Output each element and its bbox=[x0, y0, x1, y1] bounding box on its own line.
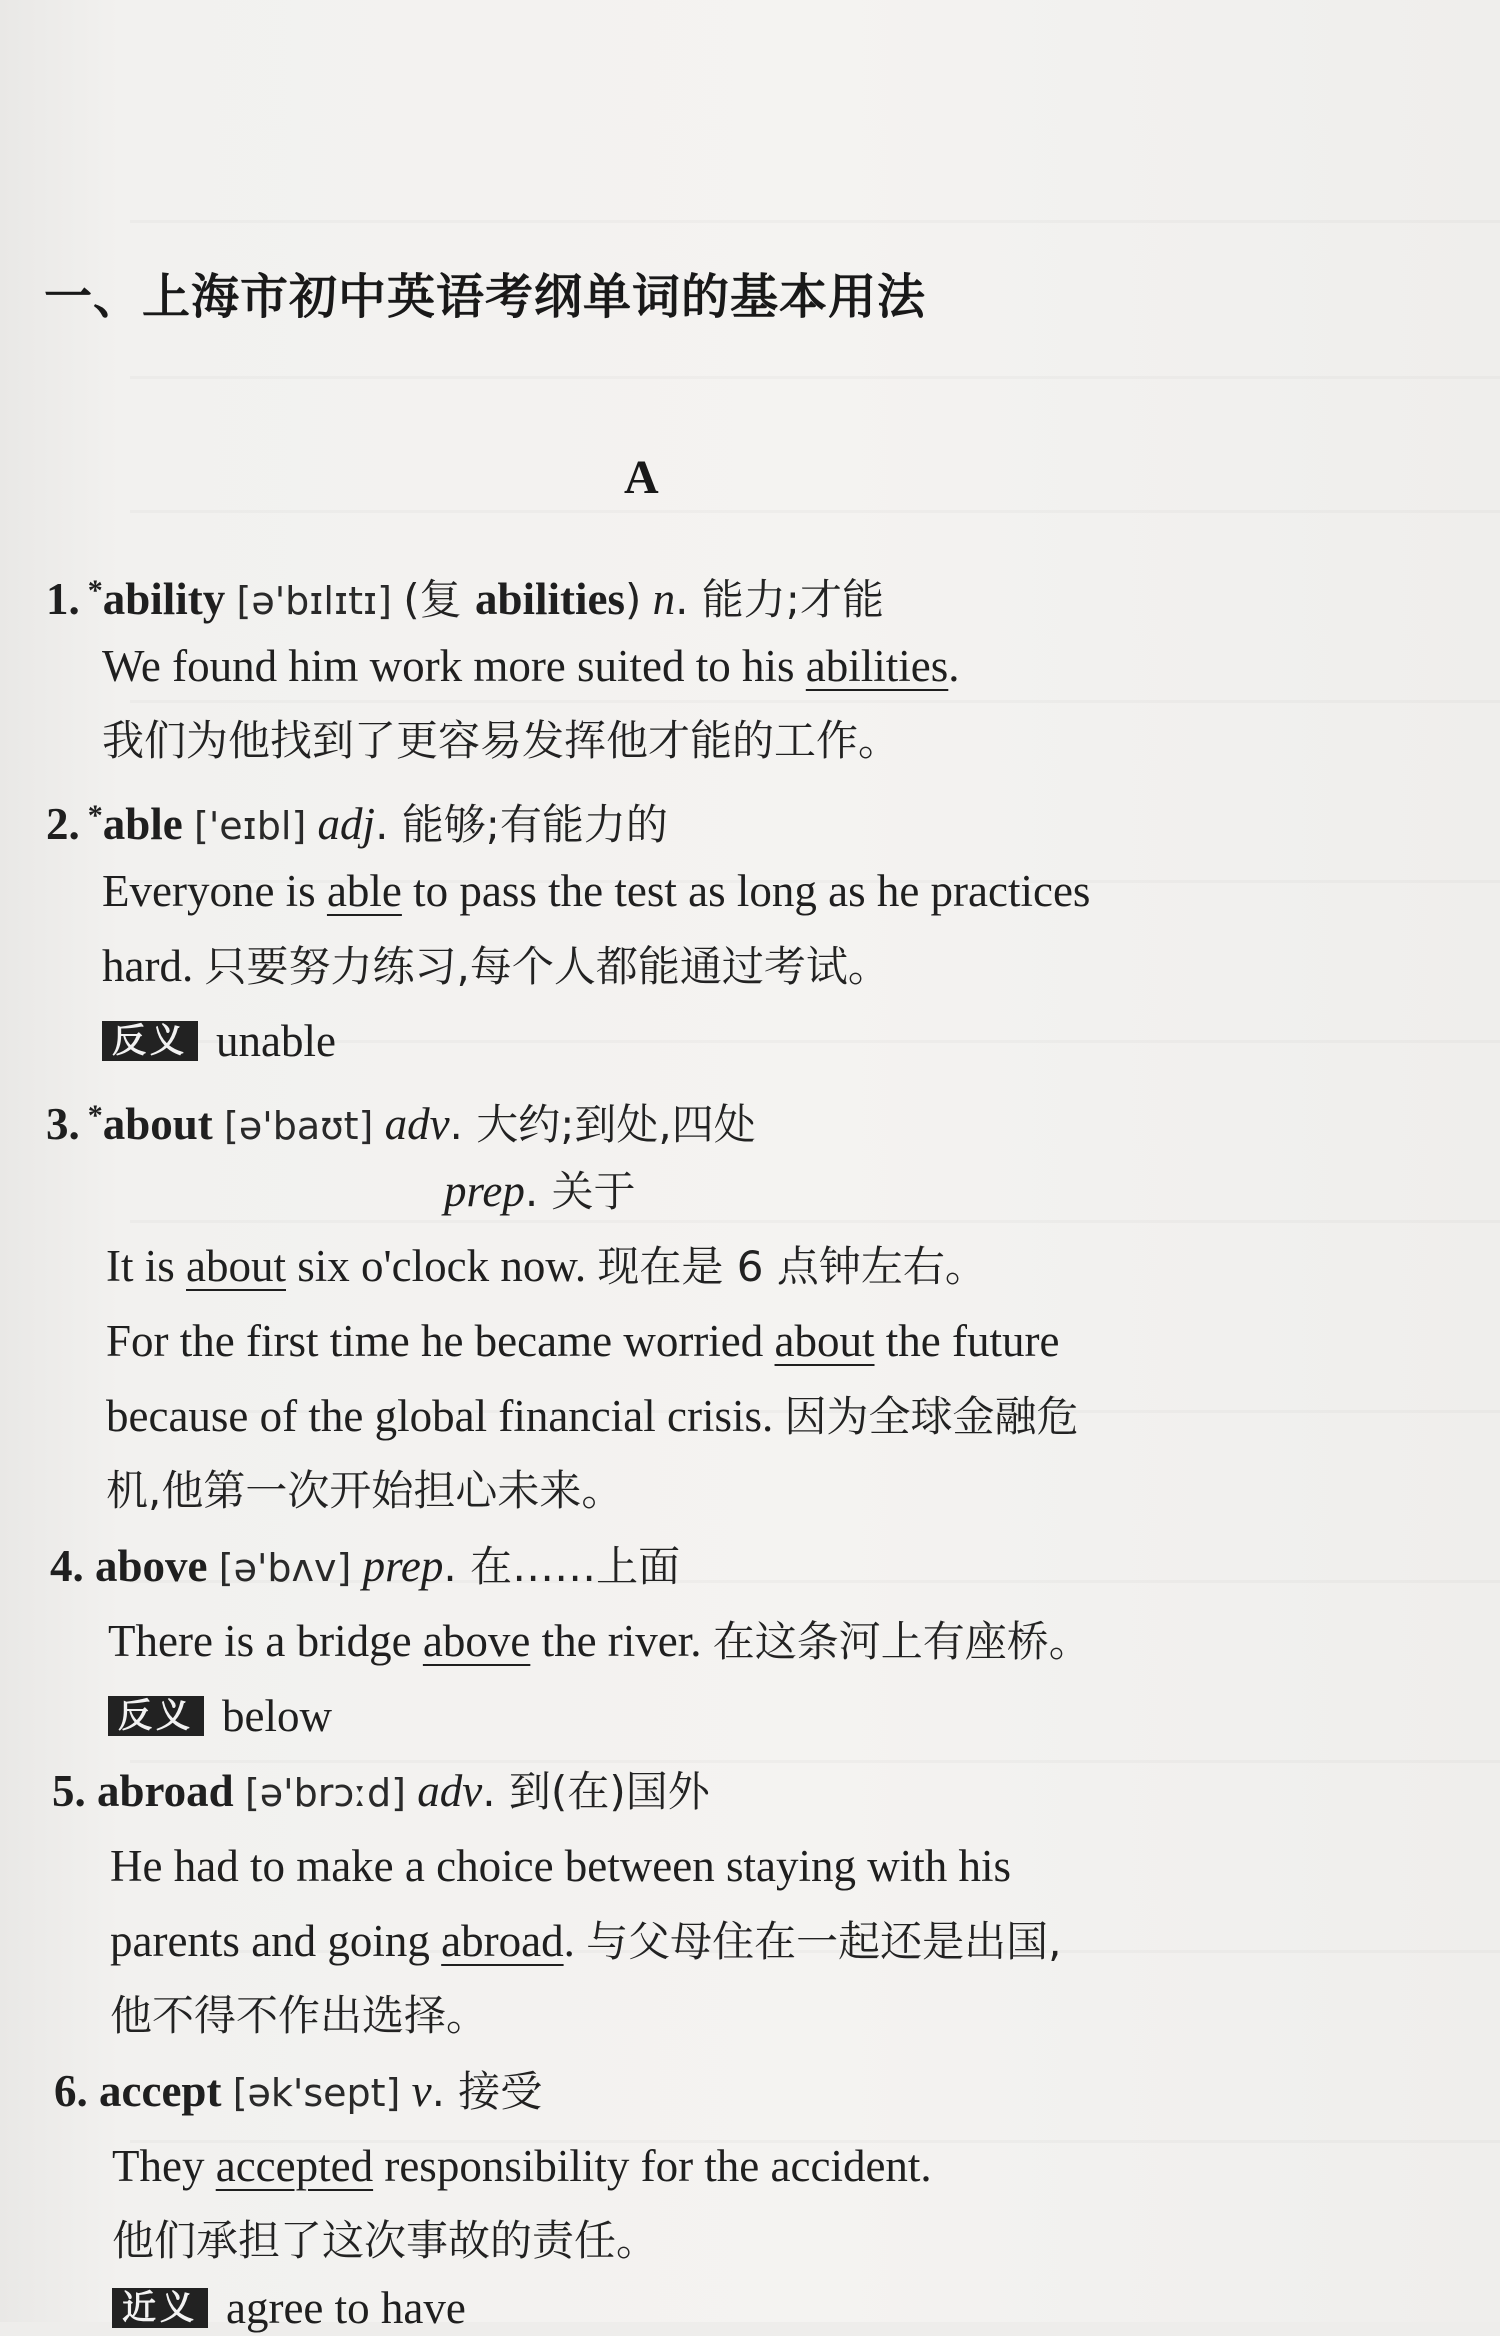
entry-headword-line bbox=[50, 1538, 680, 1596]
entry-second-sense bbox=[444, 1163, 636, 1220]
example-sentence: Everyone is able to pass the test as long as he practices bbox=[102, 866, 1091, 916]
example-sentence: He had to make a choice between staying with his bbox=[110, 1841, 1011, 1891]
usage-underline: accepted bbox=[215, 2141, 374, 2191]
example-sentence: There is a bridge above the river. 在这条河上有座桥。 bbox=[108, 1616, 1091, 1666]
example-sentence-cont: parents and going abroad. 与父母住在一起还是出国, bbox=[110, 1916, 1062, 1966]
letter-heading: A bbox=[624, 451, 659, 504]
part-of-speech: adv bbox=[384, 1099, 450, 1149]
synonym-tag: 近义 bbox=[112, 2288, 208, 2328]
plural-open: (复 bbox=[403, 575, 475, 624]
antonym-tag: 反义 bbox=[102, 1021, 198, 1061]
part-of-speech: adv bbox=[417, 1766, 483, 1816]
entry-number: 2. bbox=[46, 799, 80, 849]
plural-close: ) bbox=[624, 575, 642, 624]
phonetic: [ə'bɪlɪtɪ] bbox=[236, 579, 392, 623]
definition: . 到(在)国外 bbox=[482, 1767, 710, 1816]
part-of-speech: prep bbox=[362, 1541, 444, 1591]
part-of-speech: n bbox=[652, 574, 676, 624]
entry-number: 1. bbox=[46, 574, 80, 624]
phonetic: [ə'baʊt] bbox=[224, 1104, 374, 1148]
headword: able bbox=[102, 799, 183, 849]
definition: . 能够;有能力的 bbox=[375, 800, 668, 849]
definition: . 关于 bbox=[524, 1167, 636, 1216]
entry-headword-line bbox=[52, 1763, 710, 1821]
example-sentence: We found him work more suited to his abilities. bbox=[102, 641, 960, 691]
example-translation: 现在是 6 点钟左右。 bbox=[597, 1242, 987, 1291]
part-of-speech: v bbox=[411, 2066, 432, 2116]
entry-headword-line bbox=[46, 1088, 756, 1154]
core-word-star: * bbox=[87, 574, 103, 607]
definition: . 大约;到处,四处 bbox=[449, 1100, 756, 1149]
usage-underline: about bbox=[774, 1316, 875, 1366]
definition: . 在……上面 bbox=[443, 1542, 681, 1591]
example-sentence: For the first time he became worried about the future bbox=[106, 1316, 1060, 1366]
headword: abroad bbox=[97, 1766, 234, 1816]
phonetic: [ək'sept] bbox=[232, 2071, 401, 2115]
antonym-line bbox=[102, 1013, 336, 1069]
section-heading: 一、上海市初中英语考纲单词的基本用法 bbox=[44, 269, 927, 325]
core-word-star: * bbox=[87, 1099, 103, 1132]
part-of-speech: prep bbox=[444, 1166, 525, 1216]
entry-number: 5. bbox=[52, 1766, 86, 1816]
example-translation: 只要努力练习,每个人都能通过考试。 bbox=[204, 942, 890, 991]
entry-number: 3. bbox=[46, 1099, 80, 1149]
usage-underline: about bbox=[186, 1241, 286, 1291]
phonetic: ['eɪbl] bbox=[194, 804, 307, 848]
part-of-speech: adj bbox=[317, 799, 376, 849]
definition: . 能力;才能 bbox=[675, 575, 884, 624]
synonym-word: agree to have bbox=[226, 2283, 466, 2333]
example-translation: 在这条河上有座桥。 bbox=[712, 1617, 1091, 1666]
example-translation: 与父母住在一起还是出国, bbox=[586, 1917, 1062, 1966]
usage-underline: abroad bbox=[441, 1916, 564, 1966]
entry-headword-line bbox=[54, 2063, 542, 2121]
antonym-tag: 反义 bbox=[108, 1696, 204, 1736]
definition: . 接受 bbox=[431, 2067, 543, 2116]
entry-number: 4. bbox=[50, 1541, 84, 1591]
entry-headword-line bbox=[46, 788, 668, 854]
entry-headword-line bbox=[46, 563, 884, 629]
example-translation: 因为全球金融危 bbox=[784, 1392, 1079, 1441]
entry-number: 6. bbox=[54, 2066, 88, 2116]
headword: accept bbox=[99, 2066, 222, 2116]
example-sentence-cont: hard. 只要努力练习,每个人都能通过考试。 bbox=[102, 941, 890, 991]
headword: about bbox=[102, 1099, 213, 1149]
usage-underline: abilities bbox=[805, 641, 949, 691]
synonym-line bbox=[112, 2280, 466, 2336]
phonetic: [ə'bʌv] bbox=[218, 1546, 352, 1590]
usage-underline: able bbox=[326, 866, 402, 916]
example-translation: 机,他第一次开始担心未来。 bbox=[106, 1466, 624, 1515]
example-sentence: They accepted responsibility for the accident. bbox=[112, 2141, 932, 2191]
plural-word: abilities bbox=[474, 574, 625, 624]
headword: ability bbox=[102, 574, 226, 624]
example-translation: 我们为他找到了更容易发挥他才能的工作。 bbox=[102, 716, 901, 765]
phonetic: [ə'brɔːd] bbox=[244, 1771, 406, 1815]
example-sentence-cont: because of the global financial crisis. 因为全球金融危 bbox=[106, 1391, 1079, 1441]
antonym-word: unable bbox=[216, 1016, 336, 1066]
example-translation: 他们承担了这次事故的责任。 bbox=[112, 2216, 659, 2265]
example-translation: 他不得不作出选择。 bbox=[110, 1991, 489, 2040]
antonym-word: below bbox=[222, 1691, 332, 1741]
antonym-line bbox=[108, 1688, 332, 1744]
example-sentence: It is about six o'clock now. 现在是 6 点钟左右。 bbox=[106, 1241, 987, 1291]
usage-underline: above bbox=[422, 1616, 531, 1666]
core-word-star: * bbox=[87, 799, 103, 832]
headword: above bbox=[95, 1541, 208, 1591]
